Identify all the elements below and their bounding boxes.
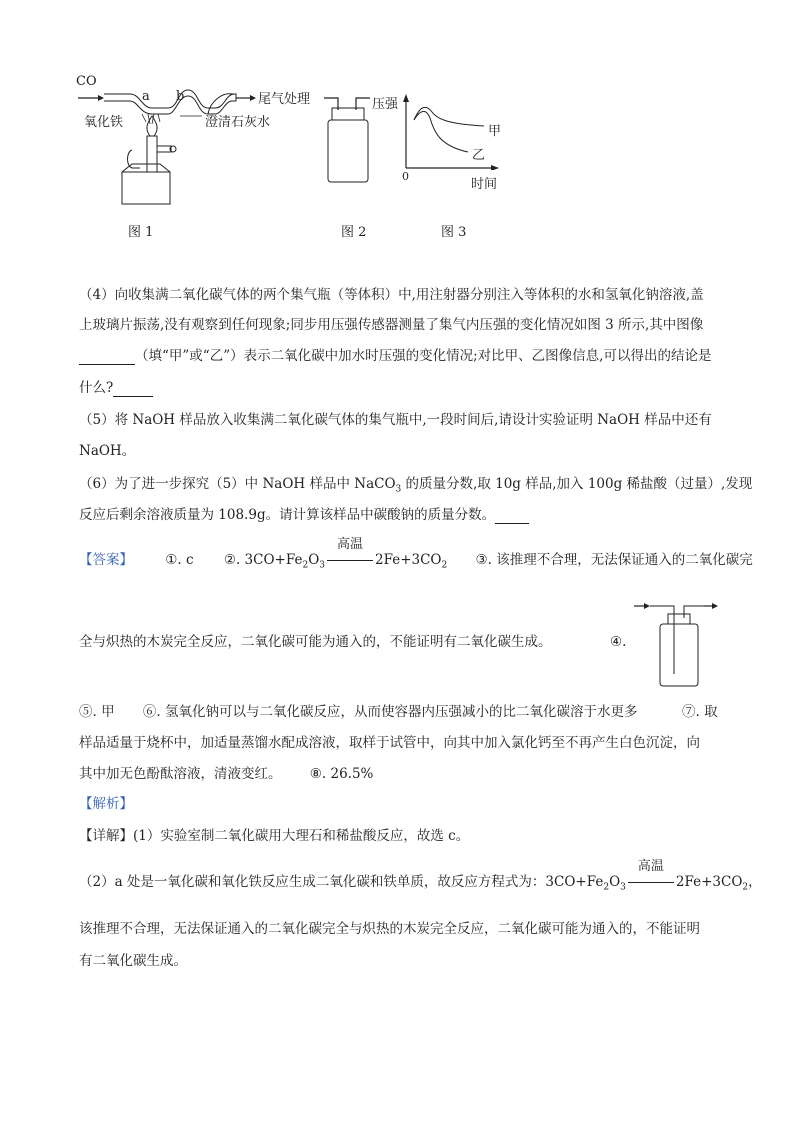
answer-5: ⑤. 甲	[79, 704, 115, 720]
eq-condition	[626, 859, 676, 890]
q5-line-2: NaOH。	[79, 443, 136, 459]
eq-sub: 3	[319, 560, 325, 571]
answer-blank	[113, 380, 153, 397]
analysis-p2-line-2: 该推理不合理，无法保证通入的二氧化碳完全与炽热的木炭完全反应，二氧化碳可能为通入的，不能证明	[79, 921, 700, 937]
limewater-label: 澄清石灰水	[205, 115, 271, 130]
figure-2-caption: 图 2	[341, 225, 367, 240]
x-axis-label: 时间	[471, 177, 498, 192]
q6-line-1b: 的质量分数,取 10g 样品,加入 100g 稀盐酸（过量）,发现	[401, 476, 753, 492]
origin-label: 0	[402, 170, 409, 183]
answer-blank	[79, 348, 135, 365]
eq-sub: 2	[742, 882, 749, 893]
eq-end: ，	[748, 874, 762, 890]
answer-6: ⑥. 氢氧化钠可以与二氧化碳反应，从而使容器内压强减小的比二氧化碳溶于水更多	[142, 704, 638, 720]
answer-7-8	[79, 766, 373, 782]
eq-condition	[325, 537, 375, 568]
q5-line-1: （5）将 NaOH 样品放入收集满二氧化碳气体的集气瓶中,一段时间后,请设计实验证明 NaOH 样品中还有	[79, 412, 712, 428]
answer-1: ①. c	[165, 552, 194, 568]
q4-line-3-wrap	[79, 348, 711, 365]
analysis-p2-line-3: 有二氧化碳生成。	[79, 953, 187, 969]
q4-line-4-wrap	[79, 380, 153, 397]
label-a: a	[142, 89, 150, 104]
q6-line-1a: （6）为了进一步探究（5）中 NaOH 样品中 NaCO	[79, 476, 396, 492]
figure-1-caption: 图 1	[128, 225, 154, 240]
curve-jia	[414, 107, 484, 126]
answer-4-bottle-diagram	[628, 596, 724, 691]
q4-line-1: （4）向收集满二氧化碳气体的两个集气瓶（等体积）中,用注射器分别注入等体积的水和氢氧化钠溶液,盖	[79, 287, 704, 303]
gas-bottle-diagram	[318, 88, 378, 188]
eq-products: 2Fe+3CO	[375, 552, 442, 568]
eq-sub: 3	[620, 882, 626, 893]
q4-line-2: 上玻璃片振荡,没有观察到任何现象;同步用压强传感器测量了集气内压强的变化情况如图 3 所示,其中图像	[79, 317, 704, 333]
iron-oxide-label: 氧化铁	[84, 115, 124, 130]
y-axis-label: 压强	[372, 97, 399, 112]
answer-7-line-2: 样品适量于烧杯中，加适量蒸馏水配成溶液，取样于试管中，向其中加入氯化钙至不再产生白色沉淀，向	[79, 735, 700, 751]
eq-cond-text: 高温	[637, 859, 664, 874]
answer-line-5-6	[79, 704, 719, 720]
eq-reactants: ②. 3CO+Fe	[223, 552, 303, 568]
eq-cond-text: 高温	[336, 537, 363, 552]
analysis-p2-line-1	[79, 859, 762, 896]
eq-products: 2Fe+3CO	[675, 874, 743, 890]
answer-label: 【答案】	[79, 552, 133, 568]
q4-line-3: （填“甲”或“乙”）表示二氧化碳中加水时压强的变化情况;对比甲、乙图像信息,可以得出的结论是	[135, 348, 712, 364]
q6-subscript: 3	[395, 484, 402, 495]
q6-line-2: 反应后剩余溶液质量为 108.9g。请计算该样品中碳酸钠的质量分数。	[79, 507, 496, 523]
eq-sub: 2	[302, 560, 309, 571]
q6-line-1	[79, 476, 752, 498]
answer-8: ⑧. 26.5%	[309, 766, 374, 782]
answer-3-line-2: 全与炽热的木炭完全反应，二氧化碳可能为通入的，不能证明有二氧化碳生成。	[79, 634, 552, 650]
answer-blank	[495, 507, 529, 524]
answer-2	[223, 537, 448, 571]
eq-o: O	[308, 552, 320, 568]
q4-line-4: 什么?	[79, 380, 114, 396]
answer-7-line-3: 其中加无色酚酞溶液，清液变红。	[79, 766, 282, 782]
curve-yi	[414, 111, 468, 152]
eq-sub: 2	[603, 882, 610, 893]
answer-7-line-1: ⑦. 取	[682, 704, 718, 720]
analysis-label: 【解析】	[79, 796, 133, 812]
figure-3-caption: 图 3	[441, 225, 467, 240]
answer-line-1	[79, 537, 753, 574]
answer-3-line-1: ③. 该推理不合理，无法保证通入的二氧化碳完	[475, 552, 753, 568]
analysis-p2-prefix: （2）a 处是一氧化碳和氧化铁反应生成二氧化碳和铁单质，故反应方程式为：3CO+Fe	[79, 874, 604, 890]
curve-yi-label: 乙	[472, 148, 486, 163]
exhaust-label: 尾气处理	[258, 92, 311, 107]
label-b: b	[176, 89, 185, 104]
curve-jia-label: 甲	[488, 124, 502, 139]
eq-o: O	[609, 874, 621, 890]
answer-4: ④.	[610, 634, 627, 650]
analysis-detail: 【详解】(1）实验室制二氧化碳用大理石和稀盐酸反应，故选 c。	[79, 828, 470, 844]
q6-line-2-wrap	[79, 507, 529, 524]
eq-sub: 2	[441, 560, 448, 571]
co-label: CO	[76, 74, 97, 89]
